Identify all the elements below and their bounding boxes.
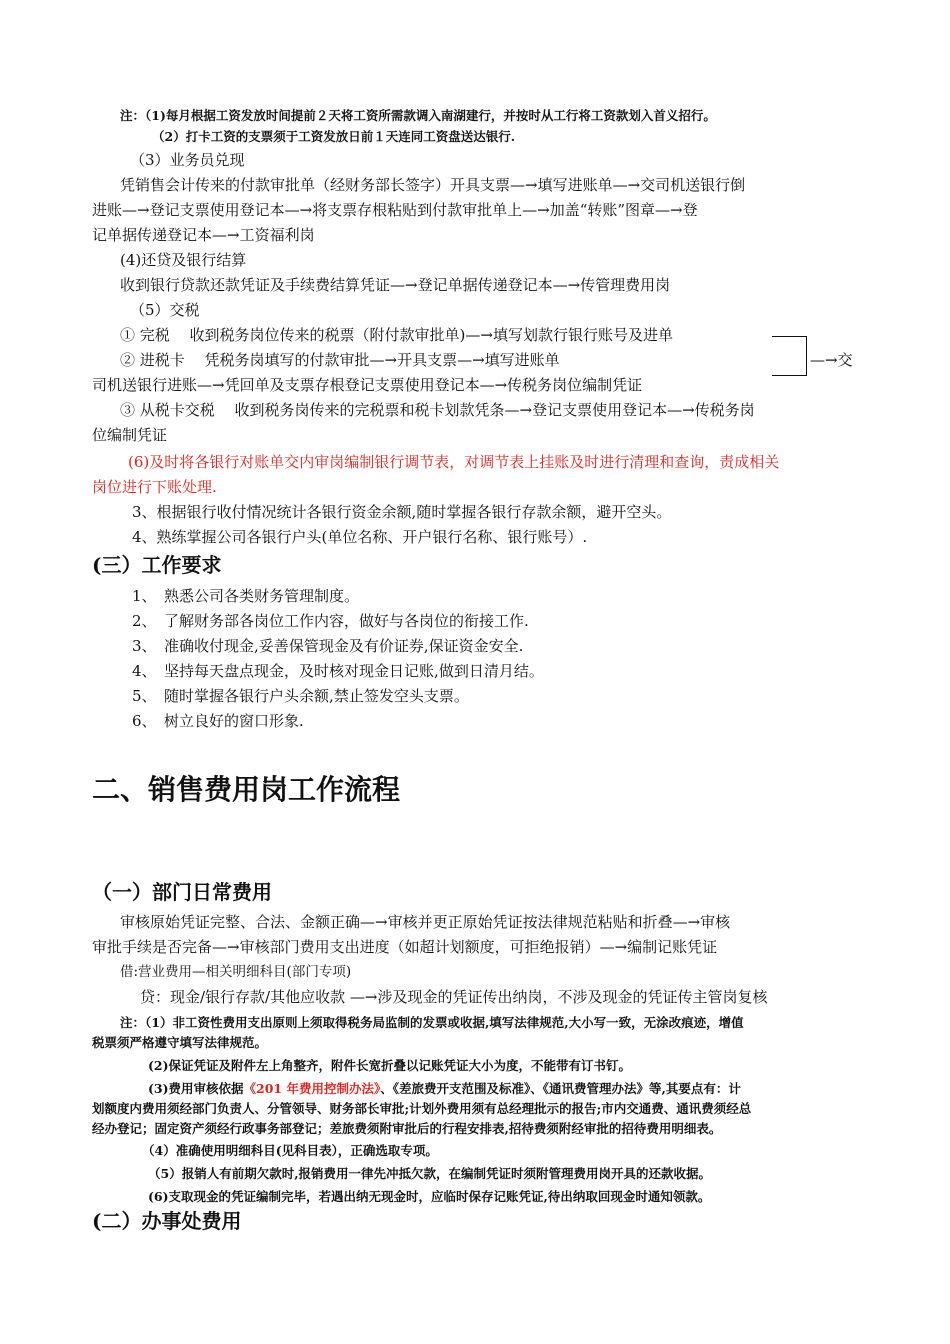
item-4: 4、熟练掌握公司各银行户头(单位名称、开户银行名称、银行账号）. [132, 528, 588, 546]
red-paragraph-line: (6)及时将各银行对账单交内审岗编制银行调节表，对调节表上挂账及时进行清理和查询，责成相关 [128, 453, 780, 471]
note-line: (2)保证凭证及附件左上角整齐，附件长宽折叠以记账凭证大小为度，不能带有订书钉。 [148, 1058, 632, 1073]
requirement-item: 1、 熟悉公司各类财务管理制度。 [132, 587, 360, 605]
subheading-tax: （5）交税 [130, 301, 200, 319]
paragraph-line: 收到银行贷款还款凭证及手续费结算凭证—→登记单据传递登记本—→传管理费用岗 [120, 276, 671, 294]
requirement-item: 3、 准确收付现金,妥善保管现金及有价证券,保证资金安全. [132, 637, 524, 655]
tax-item-1: ① 完税 收到税务岗位传来的税票（附付款审批单)—→填写划款行银行账号及进单 [120, 326, 673, 344]
paragraph-line: 位编制凭证 [92, 426, 168, 444]
debit-line: 借:营业费用—相关明细科目(部门专项) [120, 964, 352, 980]
requirement-item: 4、 坚持每天盘点现金，及时核对现金日记账,做到日清月结。 [132, 662, 544, 680]
bracket-connector [772, 336, 807, 376]
paragraph-line: 审核原始凭证完整、合法、金额正确—→审核并更正原始凭证按法律规范粘贴和折叠—→审核 [120, 913, 731, 931]
note-line: 税票须严格遵守填写法律规范。 [92, 1035, 268, 1050]
note-line: (6)支取现金的凭证编制完毕，若遇出纳无现金时，应临时保存记账凭证,待出纳取回现金时通知领款。 [148, 1189, 711, 1204]
paragraph-line: 进账—→登记支票使用登记本—→将支票存根粘贴到付款审批单上—→加盖“转账”图章—→登 [92, 201, 698, 219]
note-3-prefix: (3)费用审核依据 [148, 1081, 244, 1096]
requirement-item: 2、 了解财务部各岗位工作内容，做好与各岗位的衔接工作. [132, 612, 529, 630]
paragraph-line: 审批手续是否完备—→审核部门费用支出进度（如超计划额度，可拒绝报销）—→编制记账凭证 [92, 938, 718, 956]
tax-item-3: ③ 从税卡交税 收到税务岗传来的完税票和税卡划款凭条—→登记支票使用登记本—→传税务岗 [120, 401, 755, 419]
red-highlight: 《201 年费用控制办法》 [243, 1081, 381, 1096]
requirement-item: 6、 树立良好的窗口形象. [132, 712, 304, 730]
requirement-item: 5、 随时掌握各银行户头余额,禁止签发空头支票。 [132, 687, 469, 705]
note-line: 划额度内费用须经部门负责人、分管领导、财务部长审批;计划外费用须有总经理批示的报告;市内交通费、通讯费须经总 [92, 1101, 752, 1116]
bracket-target: —→交 [810, 351, 853, 369]
red-paragraph-line: 岗位进行下账处理. [92, 478, 217, 496]
section-heading-office-expense: (二）办事处费用 [92, 1209, 242, 1233]
note-line: （4）准确使用明细科目(见科目表），正确选取专项。 [142, 1143, 438, 1158]
chapter-heading: 二、销售费用岗工作流程 [92, 773, 401, 806]
note-line-3 [148, 1080, 741, 1098]
section-heading-dept-expense: （一）部门日常费用 [92, 880, 272, 904]
paragraph-line: 凭销售会计传来的付款审批单（经财务部长签字）开具支票—→填写进账单—→交司机送银行倒 [120, 176, 746, 194]
paragraph-line: 记单据传递登记本—→工资福利岗 [92, 226, 315, 244]
section-heading-requirements: (三）工作要求 [92, 553, 222, 577]
subheading-salesman: （3）业务员兑现 [130, 151, 245, 169]
note-1-line: 注：（1)每月根据工资发放时间提前２天将工资所需款调入南湖建行，并按时从工行将工资款划入首义招行。 [120, 108, 716, 123]
credit-line: 贷：现金/银行存款/其他应收款 —→涉及现金的凭证传出纳岗，不涉及现金的凭证传主管岗复核 [140, 988, 768, 1006]
tax-item-2: ② 进税卡 凭税务岗填写的付款审批—→开具支票—→填写进账单 [120, 351, 560, 369]
item-3: 3、根据银行收付情况统计各银行资金余额,随时掌握各银行存款余额，避开空头。 [132, 503, 672, 521]
note-2-line: （2）打卡工资的支票须于工资发放日前１天连同工资盘送达银行. [152, 129, 516, 144]
note-line: （5）报销人有前期欠款时,报销费用一律先冲抵欠款，在编制凭证时须附管理费用岗开具的还款收据。 [148, 1166, 712, 1181]
paragraph-line: 司机送银行进账—→凭回单及支票存根登记支票使用登记本—→传税务岗位编制凭证 [92, 376, 643, 394]
subheading-loan: (4)还贷及银行结算 [120, 251, 247, 269]
note-line: 经办登记；固定资产须经行政事务部登记；差旅费须附审批后的行程安排表,招待费须附经审批的招待费用明细表。 [92, 1121, 722, 1136]
note-line: 注：（1）非工资性费用支出原则上须取得税务局监制的发票或收据,填写法律规范,大小写一致，无涂改痕迹，增值 [120, 1015, 744, 1030]
note-3-suffix: 、《差旅费开支范围及标准》、《通讯费管理办法》等,其要点有：计 [380, 1081, 741, 1096]
